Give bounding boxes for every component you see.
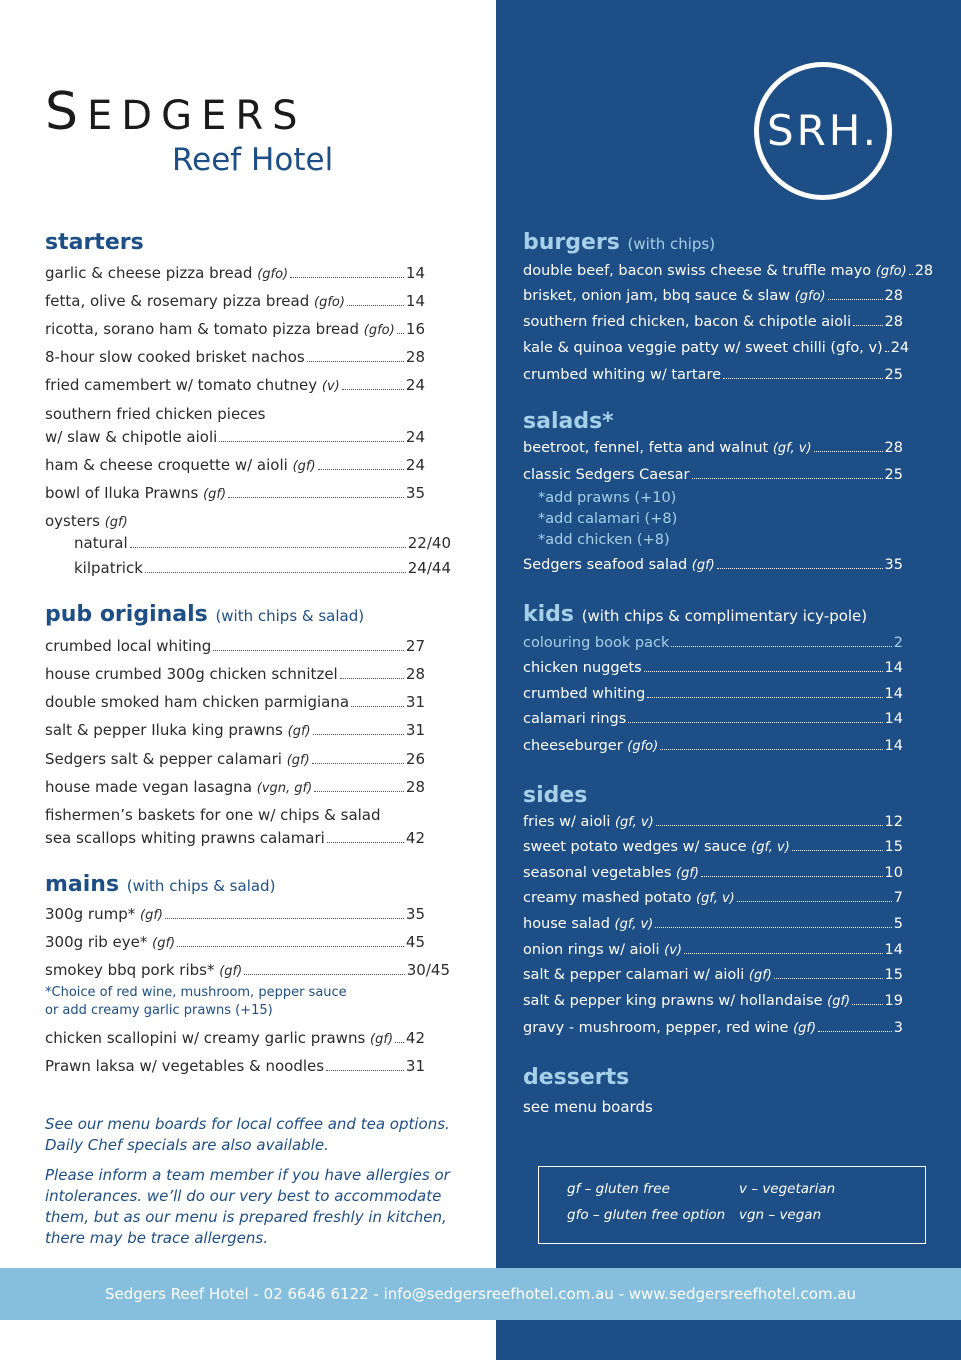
menu-item-line: oysters (gf): [45, 512, 128, 530]
salad-addon: *add calamari (+8): [538, 511, 678, 527]
desserts-title: desserts: [523, 1065, 630, 1090]
menu-item: sea scallops whiting prawns calamari 42: [45, 829, 425, 847]
menu-item: onion rings w/ aioli (v) 14: [523, 942, 903, 958]
menu-item: crumbed whiting w/ tartare 25: [523, 367, 903, 383]
menu-item: brisket, onion jam, bbq sauce & slaw (gfo) 28: [523, 288, 903, 304]
legend-gfo: gfo – gluten free option: [567, 1207, 726, 1223]
dietary-legend: [538, 1166, 926, 1244]
sauce-note-2: or add creamy garlic prawns (+15): [45, 1003, 273, 1018]
desserts-text: see menu boards: [523, 1098, 653, 1116]
burgers-title: burgers: [523, 230, 620, 255]
srh-logo-badge: [754, 62, 892, 200]
brand-initial: S: [45, 82, 88, 142]
sides-title: sides: [523, 783, 588, 808]
legend-v: v – vegetarian: [739, 1181, 836, 1197]
brand-rest: EDGERS: [87, 93, 307, 139]
mains-title: mains: [45, 872, 120, 897]
sauce-note-1: *Choice of red wine, mushroom, pepper sauce: [45, 985, 347, 1000]
coffee-note: See our menu boards for local coffee and tea options. Daily Chef specials are also available.: [45, 1115, 450, 1154]
desserts-heading: [523, 1064, 629, 1092]
menu-item: salt & pepper Iluka king prawns (gf) 31: [45, 721, 425, 739]
right-panel: [496, 0, 961, 1360]
menu-item: 300g rib eye* (gf) 45: [45, 933, 425, 951]
menu-item: smokey bbq pork ribs* (gf) 30/45: [45, 961, 450, 979]
menu-item: kilpatrick 24/44: [74, 559, 451, 577]
menu-item: house made vegan lasagna (vgn, gf) 28: [45, 778, 425, 796]
kids-title: kids: [523, 602, 575, 627]
burgers-note: (with chips): [627, 235, 716, 253]
menu-item: southern fried chicken, bacon & chipotle aioli 28: [523, 314, 903, 330]
salads-title: salads*: [523, 409, 614, 434]
burgers-heading: [523, 229, 715, 258]
menu-item-line: southern fried chicken pieces: [45, 405, 266, 423]
menu-item: chicken scallopini w/ creamy garlic prawns (gf) 42: [45, 1029, 425, 1047]
menu-item: cheeseburger (gfo) 14: [523, 738, 903, 754]
sides-heading: [523, 782, 587, 810]
menu-item: natural 22/40: [74, 534, 451, 552]
menu-item: 300g rump* (gf) 35: [45, 905, 425, 923]
brand-logo: [45, 82, 334, 178]
mains-heading: [45, 871, 275, 900]
menu-item: beetroot, fennel, fetta and walnut (gf, v) 28: [523, 440, 903, 456]
pub-title: pub originals: [45, 602, 208, 627]
menu-item: house salad (gf, v) 5: [523, 916, 903, 932]
srh-logo-text: SRH.: [766, 106, 880, 155]
menu-item: garlic & cheese pizza bread (gfo) 14: [45, 264, 425, 282]
menu-item: w/ slaw & chipotle aioli 24: [45, 428, 425, 446]
menu-item: house crumbed 300g chicken schnitzel 28: [45, 665, 425, 683]
menu-item: seasonal vegetables (gf) 10: [523, 865, 903, 881]
menu-item: crumbed local whiting 27: [45, 637, 425, 655]
menu-item: Sedgers salt & pepper calamari (gf) 26: [45, 750, 425, 768]
menu-item: fried camembert w/ tomato chutney (v) 24: [45, 376, 425, 394]
menu-item: fetta, olive & rosemary pizza bread (gfo) 14: [45, 292, 425, 310]
mains-note: (with chips & salad): [126, 877, 276, 895]
menu-item: double beef, bacon swiss cheese & truffle mayo (gfo) 28: [523, 263, 934, 279]
salad-addon: *add chicken (+8): [538, 532, 670, 548]
allergy-note: Please inform a team member if you have allergies or intolerances. we’ll do our very best to accommodate them, but as our menu is prepared freshly in kitchen, there may be trace allergens.: [45, 1166, 450, 1247]
legend-vgn: vgn – vegan: [739, 1207, 822, 1223]
menu-item: ham & cheese croquette w/ aioli (gf) 24: [45, 456, 425, 474]
menu-item: 8-hour slow cooked brisket nachos 28: [45, 348, 425, 366]
kids-heading: [523, 601, 867, 630]
menu-item: creamy mashed potato (gf, v) 7: [523, 890, 903, 906]
menu-item: kale & quinoa veggie patty w/ sweet chilli (gfo, v) 24: [523, 340, 910, 356]
menu-item: colouring book pack 2: [523, 635, 903, 651]
contact-text: Sedgers Reef Hotel - 02 6646 6122 - info@sedgersreefhotel.com.au - www.sedgersreefhotel.com.au: [104, 1285, 857, 1303]
menu-item: chicken nuggets 14: [523, 660, 903, 676]
menu-item: calamari rings 14: [523, 711, 903, 727]
menu-item: fries w/ aioli (gf, v) 12: [523, 814, 903, 830]
menu-item: gravy - mushroom, pepper, red wine (gf) 3: [523, 1020, 903, 1036]
brand-subtitle: Reef Hotel: [172, 142, 334, 178]
starters-heading: [45, 229, 144, 257]
kids-note: (with chips & complimentary icy-pole): [581, 607, 868, 625]
brand-name: [45, 84, 307, 144]
menu-item: Sedgers seafood salad (gf) 35: [523, 557, 903, 573]
menu-item: bowl of Iluka Prawns (gf) 35: [45, 484, 425, 502]
menu-item: salt & pepper king prawns w/ hollandaise (gf) 19: [523, 993, 903, 1009]
menu-item: salt & pepper calamari w/ aioli (gf) 15: [523, 967, 903, 983]
pub-originals-heading: [45, 601, 364, 630]
menu-item: Prawn laksa w/ vegetables & noodles 31: [45, 1057, 425, 1075]
menu-item: crumbed whiting 14: [523, 686, 903, 702]
contact-bar: [0, 1268, 961, 1320]
legend-gf: gf – gluten free: [567, 1181, 670, 1197]
starters-title: starters: [45, 230, 144, 255]
menu-item: classic Sedgers Caesar 25: [523, 467, 903, 483]
menu-item: ricotta, sorano ham & tomato pizza bread (gfo) 16: [45, 320, 425, 338]
salad-addon: *add prawns (+10): [538, 490, 677, 506]
menu-item: double smoked ham chicken parmigiana 31: [45, 693, 425, 711]
pub-note: (with chips & salad): [215, 607, 365, 625]
salads-heading: [523, 408, 614, 436]
menu-item: sweet potato wedges w/ sauce (gf, v) 15: [523, 839, 903, 855]
menu-item-line: fishermen’s baskets for one w/ chips & salad: [45, 806, 381, 824]
